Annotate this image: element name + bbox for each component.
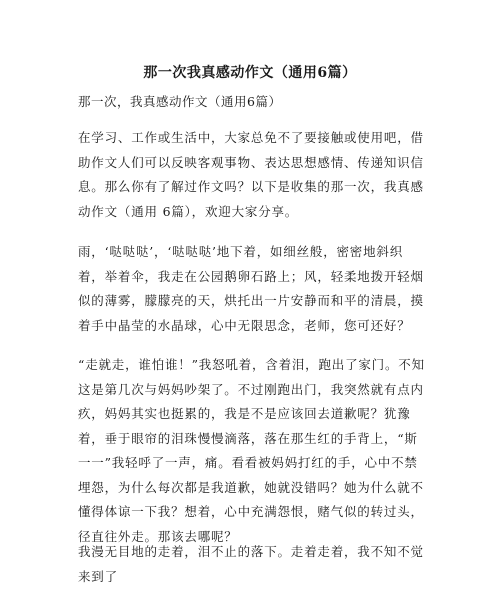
document-title: 那一次我真感动作文（通用6篇） bbox=[143, 65, 357, 81]
paragraph-wandering: 我漫无目地的走着，泪不止的落下。走着走着，我不知不觉来到了 bbox=[78, 544, 424, 584]
paragraph-intro: 在学习、工作或生活中，大家总免不了要接触或使用吧，借助作文人们可以反映客观事物、表达思想感情、传递知识信息。那么你有了解过作文吗？以下是收集的那一次，我真感动作文（通用 6篇），欢迎大家分享。 bbox=[78, 130, 424, 219]
paragraph-quarrel: “走就走，谁怕谁！”我怒吼着，含着泪，跑出了家门。不知这是第几次与妈妈吵架了。不过刚跑出门，我突然就有点内疚，妈妈其实也挺累的，我是不是应该回去道歉呢？犹豫着，垂于眼帘的泪珠慢慢滴落，落在那生红的手背上，“斯一一”我轻呼了一声，痛。看看被妈妈打红的手，心中不禁埋怨，为什么每次都是我道歉，她就没错吗？她为什么就不懂得体谅一下我？想着，心中充满怨恨，赌气似的转过头，径直往外走。那该去哪呢？ bbox=[78, 357, 425, 544]
paragraph-rain: 雨，‘哒哒哒’，‘哒哒哒’地下着，如细丝般，密密地斜织着，举着伞，我走在公园鹅卵石路上；风，轻柔地拨开轻烟似的薄雾，朦朦亮的天，烘托出一片安静而和平的清晨，摸着手中晶莹的水晶球，心中无限思念，老师，您可还好？ bbox=[78, 244, 424, 333]
document-subtitle: 那一次，我真感动作文（通用6篇） bbox=[78, 94, 282, 109]
